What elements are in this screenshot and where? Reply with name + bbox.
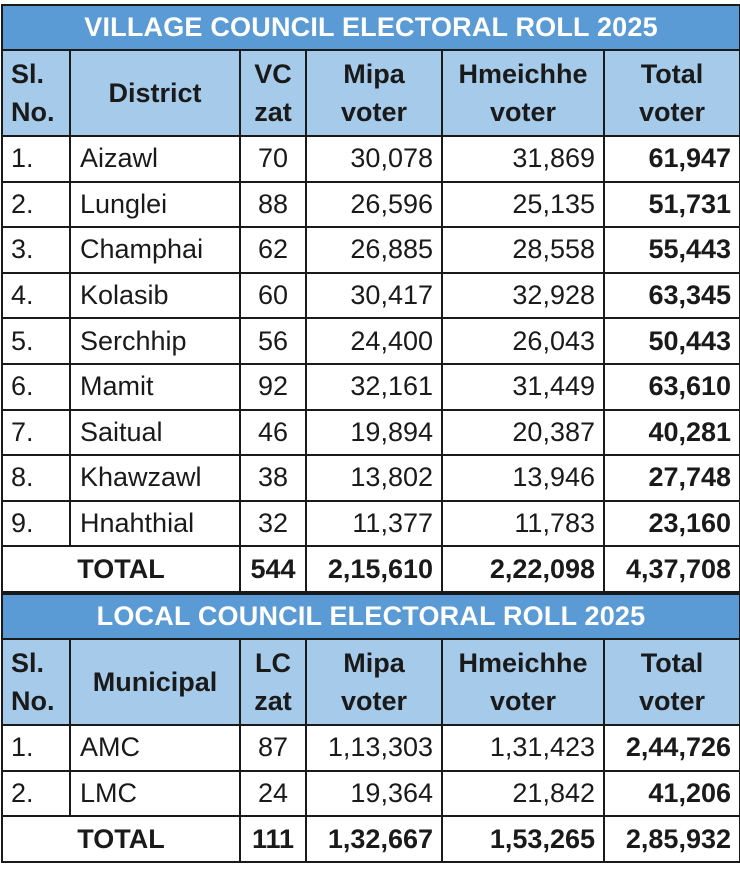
header-line: VC	[254, 59, 292, 89]
table-title-row	[2, 594, 740, 639]
cell-mipa-voter: 30,417	[306, 273, 442, 319]
cell-sl-no: 8.	[2, 455, 70, 501]
cell-hmeichhe-voter: 31,449	[442, 364, 604, 410]
header-hmeichhe-voter	[442, 639, 604, 725]
cell-name: Kolasib	[70, 273, 240, 319]
cell-zat: 56	[240, 318, 306, 364]
header-line: LC	[255, 648, 291, 678]
cell-hmeichhe-voter: 31,869	[442, 136, 604, 182]
cell-zat: 87	[240, 725, 306, 771]
cell-sl-no: 7.	[2, 410, 70, 456]
header-line: zat	[254, 97, 292, 127]
header-name: District	[70, 50, 240, 136]
cell-hmeichhe-voter: 25,135	[442, 182, 604, 228]
cell-zat: 88	[240, 182, 306, 228]
cell-sl-no: 1.	[2, 725, 70, 771]
cell-zat: 32	[240, 501, 306, 547]
cell-name: LMC	[70, 771, 240, 817]
cell-total-voter: 40,281	[604, 410, 740, 456]
cell-total-voter: 2,44,726	[604, 725, 740, 771]
table-title-row	[2, 5, 740, 50]
header-total-voter	[604, 50, 740, 136]
header-line: Mipa	[343, 648, 405, 678]
table-header-row	[2, 639, 740, 725]
total-label: TOTAL	[2, 816, 240, 862]
total-total-voter: 2,85,932	[604, 816, 740, 862]
total-label: TOTAL	[2, 546, 240, 592]
header-line: voter	[340, 97, 408, 127]
cell-hmeichhe-voter: 21,842	[442, 771, 604, 817]
table-row	[2, 410, 740, 456]
header-line: No.	[11, 97, 55, 127]
cell-mipa-voter: 13,802	[306, 455, 442, 501]
cell-mipa-voter: 30,078	[306, 136, 442, 182]
total-hmeichhe-voter: 2,22,098	[442, 546, 604, 592]
total-zat: 111	[240, 816, 306, 862]
table-total-row	[2, 816, 740, 862]
cell-total-voter: 61,947	[604, 136, 740, 182]
cell-mipa-voter: 19,364	[306, 771, 442, 817]
table-title: VILLAGE COUNCIL ELECTORAL ROLL 2025	[2, 5, 740, 50]
cell-sl-no: 4.	[2, 273, 70, 319]
cell-total-voter: 63,610	[604, 364, 740, 410]
local-council-table	[1, 593, 740, 863]
cell-sl-no: 6.	[2, 364, 70, 410]
cell-mipa-voter: 1,13,303	[306, 725, 442, 771]
cell-zat: 92	[240, 364, 306, 410]
header-line: Sl.	[11, 59, 45, 89]
cell-sl-no: 1.	[2, 136, 70, 182]
cell-name: Champhai	[70, 227, 240, 273]
cell-hmeichhe-voter: 13,946	[442, 455, 604, 501]
cell-sl-no: 5.	[2, 318, 70, 364]
table-row	[2, 273, 740, 319]
total-zat: 544	[240, 546, 306, 592]
header-line: Sl.	[11, 648, 45, 678]
header-line: voter	[489, 97, 557, 127]
header-hmeichhe-voter	[442, 50, 604, 136]
table-header-row	[2, 50, 740, 136]
cell-zat: 24	[240, 771, 306, 817]
header-sl-no	[2, 50, 70, 136]
cell-name: Aizawl	[70, 136, 240, 182]
cell-mipa-voter: 11,377	[306, 501, 442, 547]
header-zat	[240, 639, 306, 725]
header-name: Municipal	[70, 639, 240, 725]
cell-total-voter: 50,443	[604, 318, 740, 364]
table-row	[2, 501, 740, 547]
header-line: Total	[640, 648, 704, 678]
header-mipa-voter	[306, 639, 442, 725]
table-row	[2, 725, 740, 771]
header-line: Hmeichhe	[458, 648, 588, 678]
table-row	[2, 136, 740, 182]
cell-total-voter: 27,748	[604, 455, 740, 501]
table-row	[2, 771, 740, 817]
table-row	[2, 364, 740, 410]
table-row	[2, 182, 740, 228]
header-sl-no	[2, 639, 70, 725]
header-line: voter	[340, 686, 408, 716]
table-row	[2, 318, 740, 364]
cell-total-voter: 51,731	[604, 182, 740, 228]
table-row	[2, 227, 740, 273]
header-line: voter	[489, 686, 557, 716]
cell-sl-no: 2.	[2, 771, 70, 817]
cell-name: Hnahthial	[70, 501, 240, 547]
cell-zat: 46	[240, 410, 306, 456]
cell-total-voter: 55,443	[604, 227, 740, 273]
cell-name: Serchhip	[70, 318, 240, 364]
cell-total-voter: 63,345	[604, 273, 740, 319]
cell-mipa-voter: 19,894	[306, 410, 442, 456]
cell-mipa-voter: 32,161	[306, 364, 442, 410]
header-total-voter	[604, 639, 740, 725]
cell-total-voter: 41,206	[604, 771, 740, 817]
header-zat	[240, 50, 306, 136]
cell-name: Lunglei	[70, 182, 240, 228]
header-line: No.	[11, 686, 55, 716]
cell-zat: 62	[240, 227, 306, 273]
header-line: Hmeichhe	[458, 59, 588, 89]
cell-hmeichhe-voter: 20,387	[442, 410, 604, 456]
cell-hmeichhe-voter: 11,783	[442, 501, 604, 547]
total-mipa-voter: 1,32,667	[306, 816, 442, 862]
village-council-table	[1, 4, 740, 593]
table-row	[2, 455, 740, 501]
cell-hmeichhe-voter: 28,558	[442, 227, 604, 273]
header-line: Total	[640, 59, 704, 89]
header-line: zat	[254, 686, 292, 716]
cell-name: Mamit	[70, 364, 240, 410]
cell-hmeichhe-voter: 26,043	[442, 318, 604, 364]
cell-name: Khawzawl	[70, 455, 240, 501]
cell-sl-no: 2.	[2, 182, 70, 228]
cell-mipa-voter: 24,400	[306, 318, 442, 364]
cell-zat: 60	[240, 273, 306, 319]
cell-sl-no: 3.	[2, 227, 70, 273]
cell-mipa-voter: 26,596	[306, 182, 442, 228]
cell-zat: 70	[240, 136, 306, 182]
cell-total-voter: 23,160	[604, 501, 740, 547]
cell-name: Saitual	[70, 410, 240, 456]
table-total-row	[2, 546, 740, 592]
total-total-voter: 4,37,708	[604, 546, 740, 592]
table-title: LOCAL COUNCIL ELECTORAL ROLL 2025	[2, 594, 740, 639]
header-line: voter	[638, 686, 706, 716]
header-line: voter	[639, 97, 706, 127]
header-mipa-voter	[306, 50, 442, 136]
cell-name: AMC	[70, 725, 240, 771]
cell-mipa-voter: 26,885	[306, 227, 442, 273]
total-hmeichhe-voter: 1,53,265	[442, 816, 604, 862]
cell-hmeichhe-voter: 32,928	[442, 273, 604, 319]
cell-sl-no: 9.	[2, 501, 70, 547]
cell-hmeichhe-voter: 1,31,423	[442, 725, 604, 771]
total-mipa-voter: 2,15,610	[306, 546, 442, 592]
cell-zat: 38	[240, 455, 306, 501]
header-line: Mipa	[343, 59, 405, 89]
